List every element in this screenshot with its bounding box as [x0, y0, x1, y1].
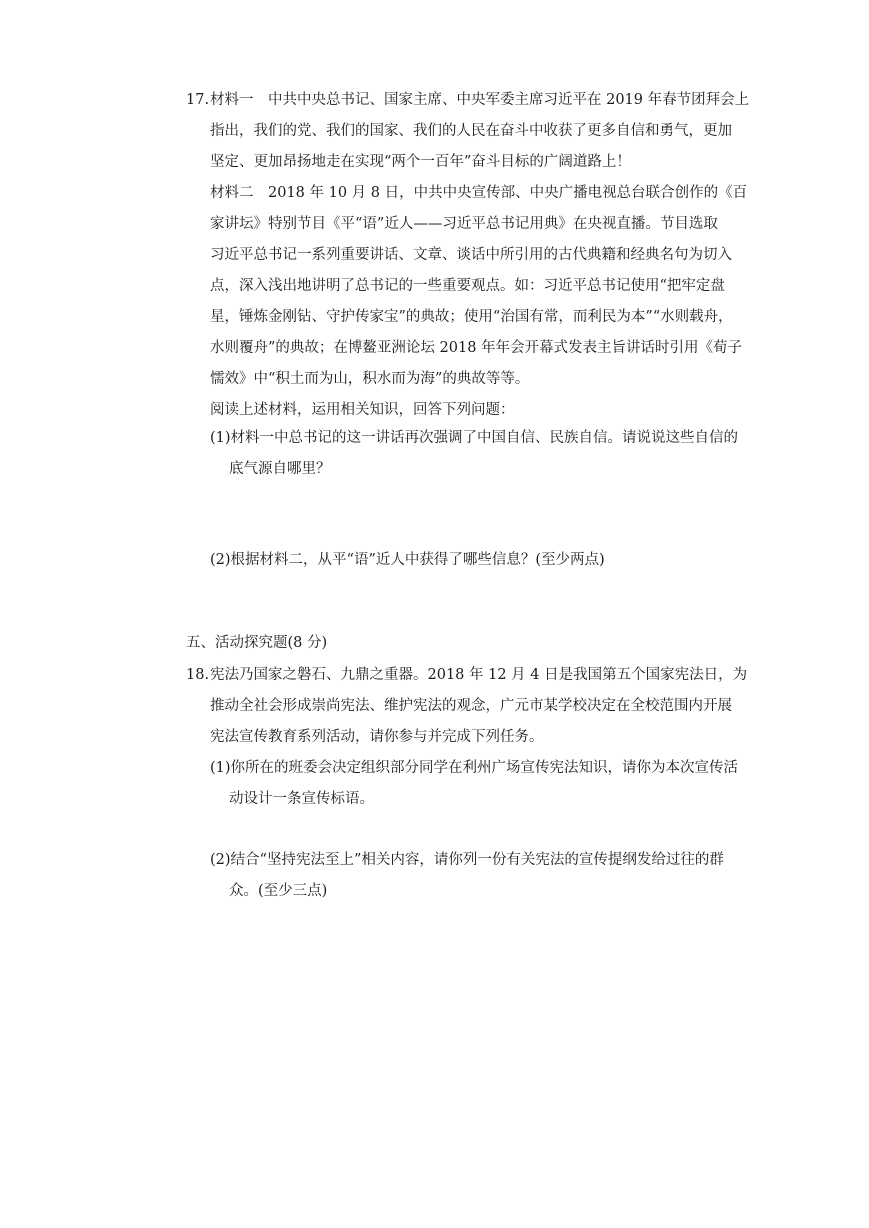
q17-material2-line1: 材料二 2018 年 10 月 8 日，中共中央宣传部、中央广播电视总台联合创作的《百 — [210, 185, 748, 201]
q17-sub1-line1: (1)材料一中总书记的这一讲话再次强调了中国自信、民族自信。请说说这些自信的 — [210, 430, 739, 446]
q18-intro-line1: 宪法乃国家之磐石、九鼎之重器。2018 年 12 月 4 日是我国第五个国家宪法日，为 — [210, 667, 748, 683]
q18-sub2-line1: (2)结合“坚持宪法至上”相关内容，请你列一份有关宪法的宣传提纲发给过往的群 — [210, 852, 724, 868]
q17-material2-line2: 家讲坛》特别节目《平“语”近人——习近平总书记用典》在央视直播。节目选取 — [210, 216, 718, 232]
q17-material1-line1: 材料一 中共中央总书记、国家主席、中央军委主席习近平在 2019 年春节团拜会上 — [210, 92, 750, 108]
q17-material2-line5: 星，锤炼金刚钻、守护传家宝”的典故；使用“治国有常，而利民为本”“水则载舟， — [210, 309, 733, 325]
q17-instruction: 阅读上述材料，运用相关知识，回答下列问题： — [210, 402, 515, 418]
q17-material1-line3: 坚定、更加昂扬地走在实现“两个一百年”奋斗目标的广阔道路上！ — [210, 154, 631, 170]
q17-sub2: (2)根据材料二，从平“语”近人中获得了哪些信息？(至少两点) — [210, 552, 605, 568]
question-18-number: 18. — [186, 667, 210, 683]
q18-intro-line3: 宪法宣传教育系列活动，请你参与并完成下列任务。 — [210, 729, 544, 745]
q17-material2-line4: 点，深入浅出地讲明了总书记的一些重要观点。如：习近平总书记使用“把牢定盘 — [210, 278, 725, 294]
q18-sub1-line2: 动设计一条宣传标语。 — [229, 791, 374, 807]
q17-material2-line3: 习近平总书记一系列重要讲话、文章、谈话中所引用的古代典籍和经典名句为切入 — [210, 247, 732, 263]
q18-sub1-line1: (1)你所在的班委会决定组织部分同学在利州广场宣传宪法知识，请你为本次宣传活 — [210, 760, 739, 776]
q17-material1-line2: 指出，我们的党、我们的国家、我们的人民在奋斗中收获了更多自信和勇气，更加 — [210, 123, 732, 139]
q18-intro-line2: 推动全社会形成崇尚宪法、维护宪法的观念，广元市某学校决定在全校范围内开展 — [210, 698, 732, 714]
q18-sub2-line2: 众。(至少三点) — [229, 883, 328, 899]
q17-material2-line7: 懦效》中“积土而为山，积水而为海”的典故等等。 — [210, 371, 530, 387]
question-17-number: 17. — [186, 92, 210, 108]
q17-material2-line6: 水则覆舟”的典故；在博鳌亚洲论坛 2018 年年会开幕式发表主旨讲话时引用《荀子 — [210, 340, 743, 356]
section5-heading: 五、活动探究题(8 分) — [186, 635, 328, 651]
q17-sub1-line2: 底气源自哪里？ — [229, 461, 331, 477]
